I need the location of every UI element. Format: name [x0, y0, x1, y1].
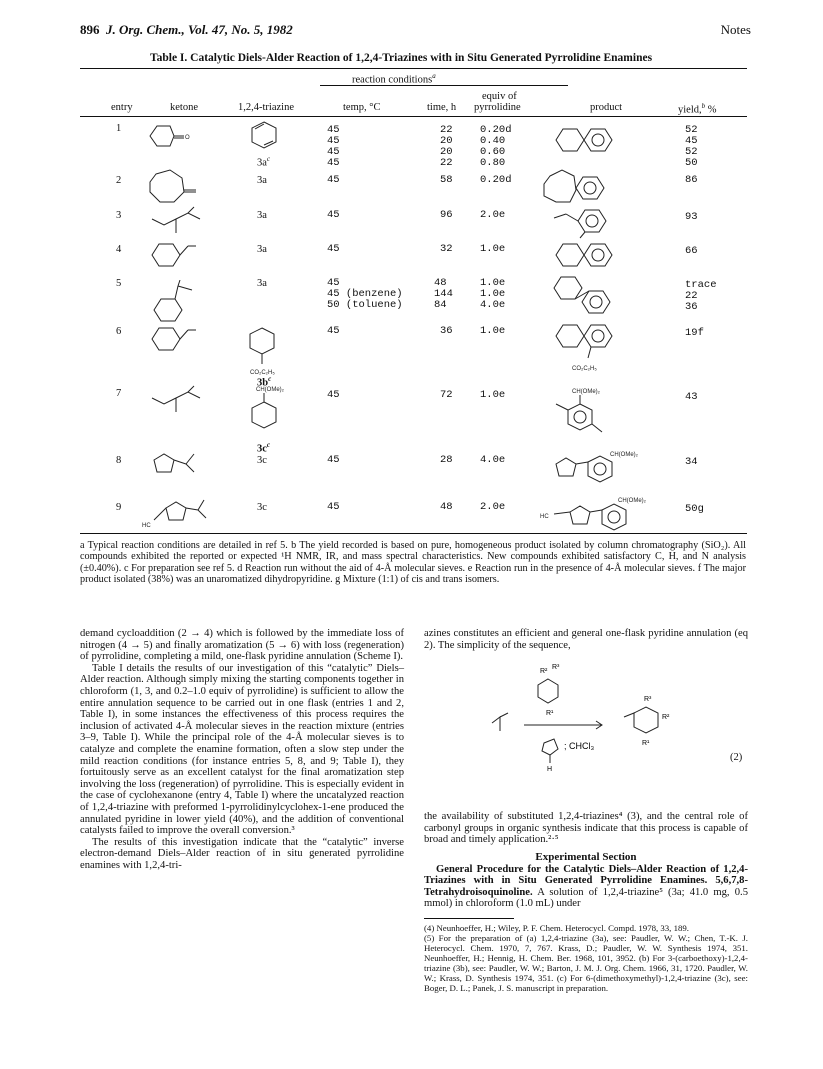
row7-equiv: 1.0e	[480, 389, 506, 401]
journal-citation: J. Org. Chem., Vol. 47, No. 5, 1982	[106, 22, 293, 37]
row8-yield: 34	[685, 456, 698, 468]
table-footnotes: a Typical reaction conditions are detailed in ref 5. b The yield recorded is based on pure, homogeneous product isolated by column chromatography (SiO₂). All compounds exhibited the reported or expected ¹H NMR, IR, and mass spectral characteristics. New compounds exhibited satisfactory C, H, and N analysis (±0.40%). c For preparation see ref 5. d Reaction run without the aid of 4-Å molecular sieves. e Reaction run in the presence of 4-Å molecular sieves. f The major product isolated (38%) was an unaromatized dihydropyridine. g Mixture (1:1) of cis and trans isomers.	[80, 540, 746, 586]
row2-time: 58	[440, 174, 453, 186]
right-column	[424, 628, 748, 993]
table-caption: Table I. Catalytic Diels-Alder Reaction of 1,2,4-Triazines with in Situ Generated Pyrrolidine Enamines	[150, 52, 653, 64]
left-paragraph-3: The results of this investigation indicate that the “catalytic” inverse electron-demand Diels–Alder reaction of in situ generated pyrrolidine enamines with 1,2,4-tri-	[80, 836, 404, 871]
row9-equiv: 2.0e	[480, 501, 506, 513]
col-time: time, h	[427, 102, 457, 113]
table-bottom-rule	[80, 533, 747, 534]
row9-ketone-hc: HC	[142, 523, 151, 529]
row3-triazine: 3a	[257, 210, 267, 221]
header-bottom-rule	[80, 116, 747, 117]
row4-yield: 66	[685, 245, 698, 257]
row6-entry: 6	[116, 326, 122, 337]
table-top-rule	[80, 68, 747, 69]
row6-temp: 45	[327, 325, 340, 337]
row1-equiv: 0.20d 0.40 0.60 0.80	[480, 124, 512, 169]
eq-r2-product: R²	[662, 714, 670, 722]
row8-triazine: 3c	[257, 455, 267, 466]
right-paragraph-1: azines constitutes an efficient and general one-flask pyridine annulation (eq 2). The simplicity of the sequence,	[424, 628, 748, 651]
row8-ketone-structure	[146, 450, 206, 480]
col-product: product	[590, 102, 623, 113]
row1-product-structure	[548, 122, 618, 158]
group-header-sup: a	[432, 72, 436, 80]
row7-triazine-structure	[244, 384, 294, 438]
row1-yield: 52 45 52 50	[685, 124, 698, 169]
references-rule	[424, 918, 514, 919]
experimental-heading: General Procedure for the Catalytic Diels–Alder Reaction of 1,2,4-Triazines with in Situ Generated Pyrrolidine Enamines. 5,6,7,8-Tetrahydroisoquinoline.	[424, 863, 748, 898]
row5-equiv: 1.0e 1.0e 4.0e	[480, 277, 506, 311]
row3-equiv: 2.0e	[480, 209, 506, 221]
row2-temp: 45	[327, 174, 340, 186]
row6-triazine-structure	[246, 322, 292, 376]
col-equiv-2: pyrrolidine	[474, 102, 521, 113]
row2-yield: 86	[685, 174, 698, 186]
row1-temp: 45 45 45 45	[327, 124, 340, 169]
row6-triazine: 3b	[257, 377, 269, 389]
running-header-left	[80, 22, 293, 38]
row1-entry: 1	[116, 123, 122, 134]
row7-entry: 7	[116, 388, 122, 399]
row3-entry: 3	[116, 210, 122, 221]
row1-ketone-structure	[144, 122, 204, 150]
experimental-paragraph	[424, 864, 748, 910]
row5-yield: trace 22 36	[685, 279, 717, 313]
col-equiv-1: equiv of	[482, 91, 517, 102]
row6-equiv: 1.0e	[480, 325, 506, 337]
col-yield	[678, 102, 717, 116]
reference-4: (4) Neunhoeffer, H.; Wiley, P. F. Chem. Heterocycl. Compd. 1978, 33, 189.	[424, 922, 689, 933]
col-entry: entry	[111, 102, 133, 113]
row4-product-structure	[548, 236, 620, 274]
row9-ketone-structure	[140, 496, 214, 532]
row8-product-chome2: CH(OMe)₂	[610, 452, 638, 458]
row7-product-structure	[546, 386, 626, 446]
col-temp: temp, °C	[343, 102, 381, 113]
row6-time: 36	[440, 325, 453, 337]
row8-product-structure	[548, 448, 638, 498]
row1-triazine: 3a	[257, 157, 267, 169]
col-yield-sup: b	[701, 102, 706, 110]
row3-temp: 45	[327, 209, 340, 221]
row7-product-chome2: CH(OMe)₂	[572, 389, 600, 395]
row3-product-structure	[550, 202, 620, 240]
group-rule	[320, 85, 568, 86]
row9-yield: 50g	[685, 503, 704, 515]
row7-triazine-sup: c	[266, 441, 271, 449]
row1-time: 22 20 20 22	[440, 124, 453, 169]
page-number: 896	[80, 22, 100, 37]
row6-triazine-co2et: CO₂C₂H₅	[250, 370, 275, 376]
row1-triazine-sup: c	[266, 155, 271, 163]
section-name: Notes	[720, 22, 751, 37]
row6-product-structure	[548, 318, 620, 374]
row4-time: 32	[440, 243, 453, 255]
row2-ketone-structure	[146, 168, 206, 208]
row4-equiv: 1.0e	[480, 243, 506, 255]
row8-time: 28	[440, 454, 453, 466]
row2-triazine: 3a	[257, 175, 267, 186]
col-triazine: 1,2,4-triazine	[238, 102, 294, 113]
reference-5: (5) For the preparation of (a) 1,2,4-triazine (3a), see: Paudler, W. W.; Chen, T.-K. J. Heterocycl. Chem. 1970, 7, 767. Krass, D.; Paudler, W. W. Synthesis 1974, 351. Neunhoeffer, H.; Hennig, H. Chem. Ber. 1968, 101, 3952. (b) For 3-(carboethoxy)-1,2,4-triazine (3b), see: Paudler, W. W.; Barton, J. M. J. Org. Chem. 1966, 31, 1720. Paudler, W. W.; Krass, D. Synthesis 1974, 351. (c) For 6-(dimethoxymethyl)-1,2,4-triazine (3c), see: Boger, D. L.; Panek, J. S. manuscript in preparation.	[424, 932, 748, 993]
row9-entry: 9	[116, 502, 122, 513]
left-paragraph-2: Table I details the results of our investigation of this “catalytic” Diels–Alder reaction. Although simply mixing the starting components together in chloroform (1, 3, and 0.2–1.0 equiv of pyrrolidine) is sufficient to allow the entire annulation sequence to be carried out in one flask (entries 1 and 2, Table I), in some instances the effectiveness of this process requires the inclusion of activated 4-Å molecular sieves in the reaction mixture (entries 3–9, Table I). While the principal role of the 4-Å molecular sieves is to catalyze and complete the enamine formation, often a slow step under the mild reaction conditions (for instance entries 5, 8, and 9; Table I), they fortuitously serve as an excellent catalyst for the final aromatization step involving the loss (regeneration) of pyrrolidine. This is especially evident in the case of cyclohexanone (entry 4, Table I) where the uncatalyzed reaction of 1,2,4-triazine with preformed 1-pyrrolidinylcyclohex-1-ene produced the annulated pyridine in lower yield (40%), and the addition of conventional catalysts failed to improve the overall conversion.³	[80, 662, 404, 837]
row5-triazine: 3a	[257, 278, 267, 289]
row8-equiv: 4.0e	[480, 454, 506, 466]
eq-r3-product: R³	[644, 696, 652, 704]
row6-ketone-structure	[146, 322, 206, 356]
row5-entry: 5	[116, 278, 122, 289]
experimental-text: A solution of 1,2,4-triazine⁵ (3a; 41.0 mg, 0.5 mmol) in chloroform (1.0 mL) under	[424, 886, 748, 910]
col-ketone: ketone	[170, 102, 198, 113]
col-yield-text: yield,	[678, 104, 702, 116]
row9-triazine: 3c	[257, 502, 267, 513]
row7-triazine-chome2: CH(OMe)₂	[256, 387, 284, 393]
row8-temp: 45	[327, 454, 340, 466]
row1-triazine-structure	[250, 119, 290, 153]
row2-entry: 2	[116, 175, 122, 186]
row5-ketone-structure	[148, 280, 208, 324]
row1-ketone-o: O	[185, 135, 190, 141]
group-header	[352, 72, 436, 86]
row6-product-co2et: CO₂C₂H₅	[572, 366, 597, 372]
row7-time: 72	[440, 389, 453, 401]
left-paragraph-1: demand cycloaddition (2 → 4) which is followed by the immediate loss of nitrogen (4 → 5) and finally aromatization (5 → 6) with loss (regeneration) of pyrrolidine, completing a mild, one-flask pyridine annulation (Scheme I).	[80, 628, 404, 663]
row4-ketone-structure	[146, 238, 206, 272]
row5-time: 48 144 84	[434, 277, 453, 311]
row9-temp: 45	[327, 501, 340, 513]
eq-h: H	[547, 766, 553, 774]
row3-yield: 93	[685, 211, 698, 223]
row9-time: 48	[440, 501, 453, 513]
row5-product-structure	[548, 272, 620, 322]
eq-r3-reactant: R³	[552, 664, 560, 672]
row1-triazine-label	[257, 154, 270, 169]
equation-number: (2)	[730, 752, 743, 763]
group-header-text: reaction conditions	[352, 74, 433, 86]
left-column	[80, 628, 404, 871]
equation-2	[424, 651, 748, 811]
row7-triazine: 3c	[257, 443, 267, 455]
row7-temp: 45	[327, 389, 340, 401]
eq-r1-product: R¹	[642, 740, 650, 748]
eq-r1-reactant: R¹	[546, 710, 554, 718]
row4-entry: 4	[116, 244, 122, 255]
row4-temp: 45	[327, 243, 340, 255]
equation-2-scheme	[484, 659, 684, 809]
row2-equiv: 0.20d	[480, 174, 512, 186]
row4-triazine: 3a	[257, 244, 267, 255]
row6-yield: 19f	[685, 327, 704, 339]
row7-ketone-structure	[148, 384, 208, 416]
col-yield-unit: %	[705, 104, 717, 116]
right-paragraph-2: the availability of substituted 1,2,4-triazines⁴ (3), and the central role of carbonyl groups in organic synthesis indicate that this process is capable of broad and timely application.²·⁵	[424, 811, 748, 846]
row8-entry: 8	[116, 455, 122, 466]
eq-reagent: ; CHCl₃	[564, 741, 595, 752]
row7-yield: 43	[685, 391, 698, 403]
row9-product-hc: HC	[540, 514, 549, 520]
row9-product-chome2: CH(OMe)₂	[618, 498, 646, 504]
row5-temp: 45 45 (benzene) 50 (toluene)	[327, 277, 403, 311]
experimental-section-title: Experimental Section	[535, 850, 637, 863]
row3-time: 96	[440, 209, 453, 221]
eq-r2-reactant: R²	[540, 668, 548, 676]
row3-ketone-structure	[148, 205, 208, 237]
row7-triazine-label	[257, 440, 270, 455]
row6-triazine-sup: c	[268, 375, 272, 383]
